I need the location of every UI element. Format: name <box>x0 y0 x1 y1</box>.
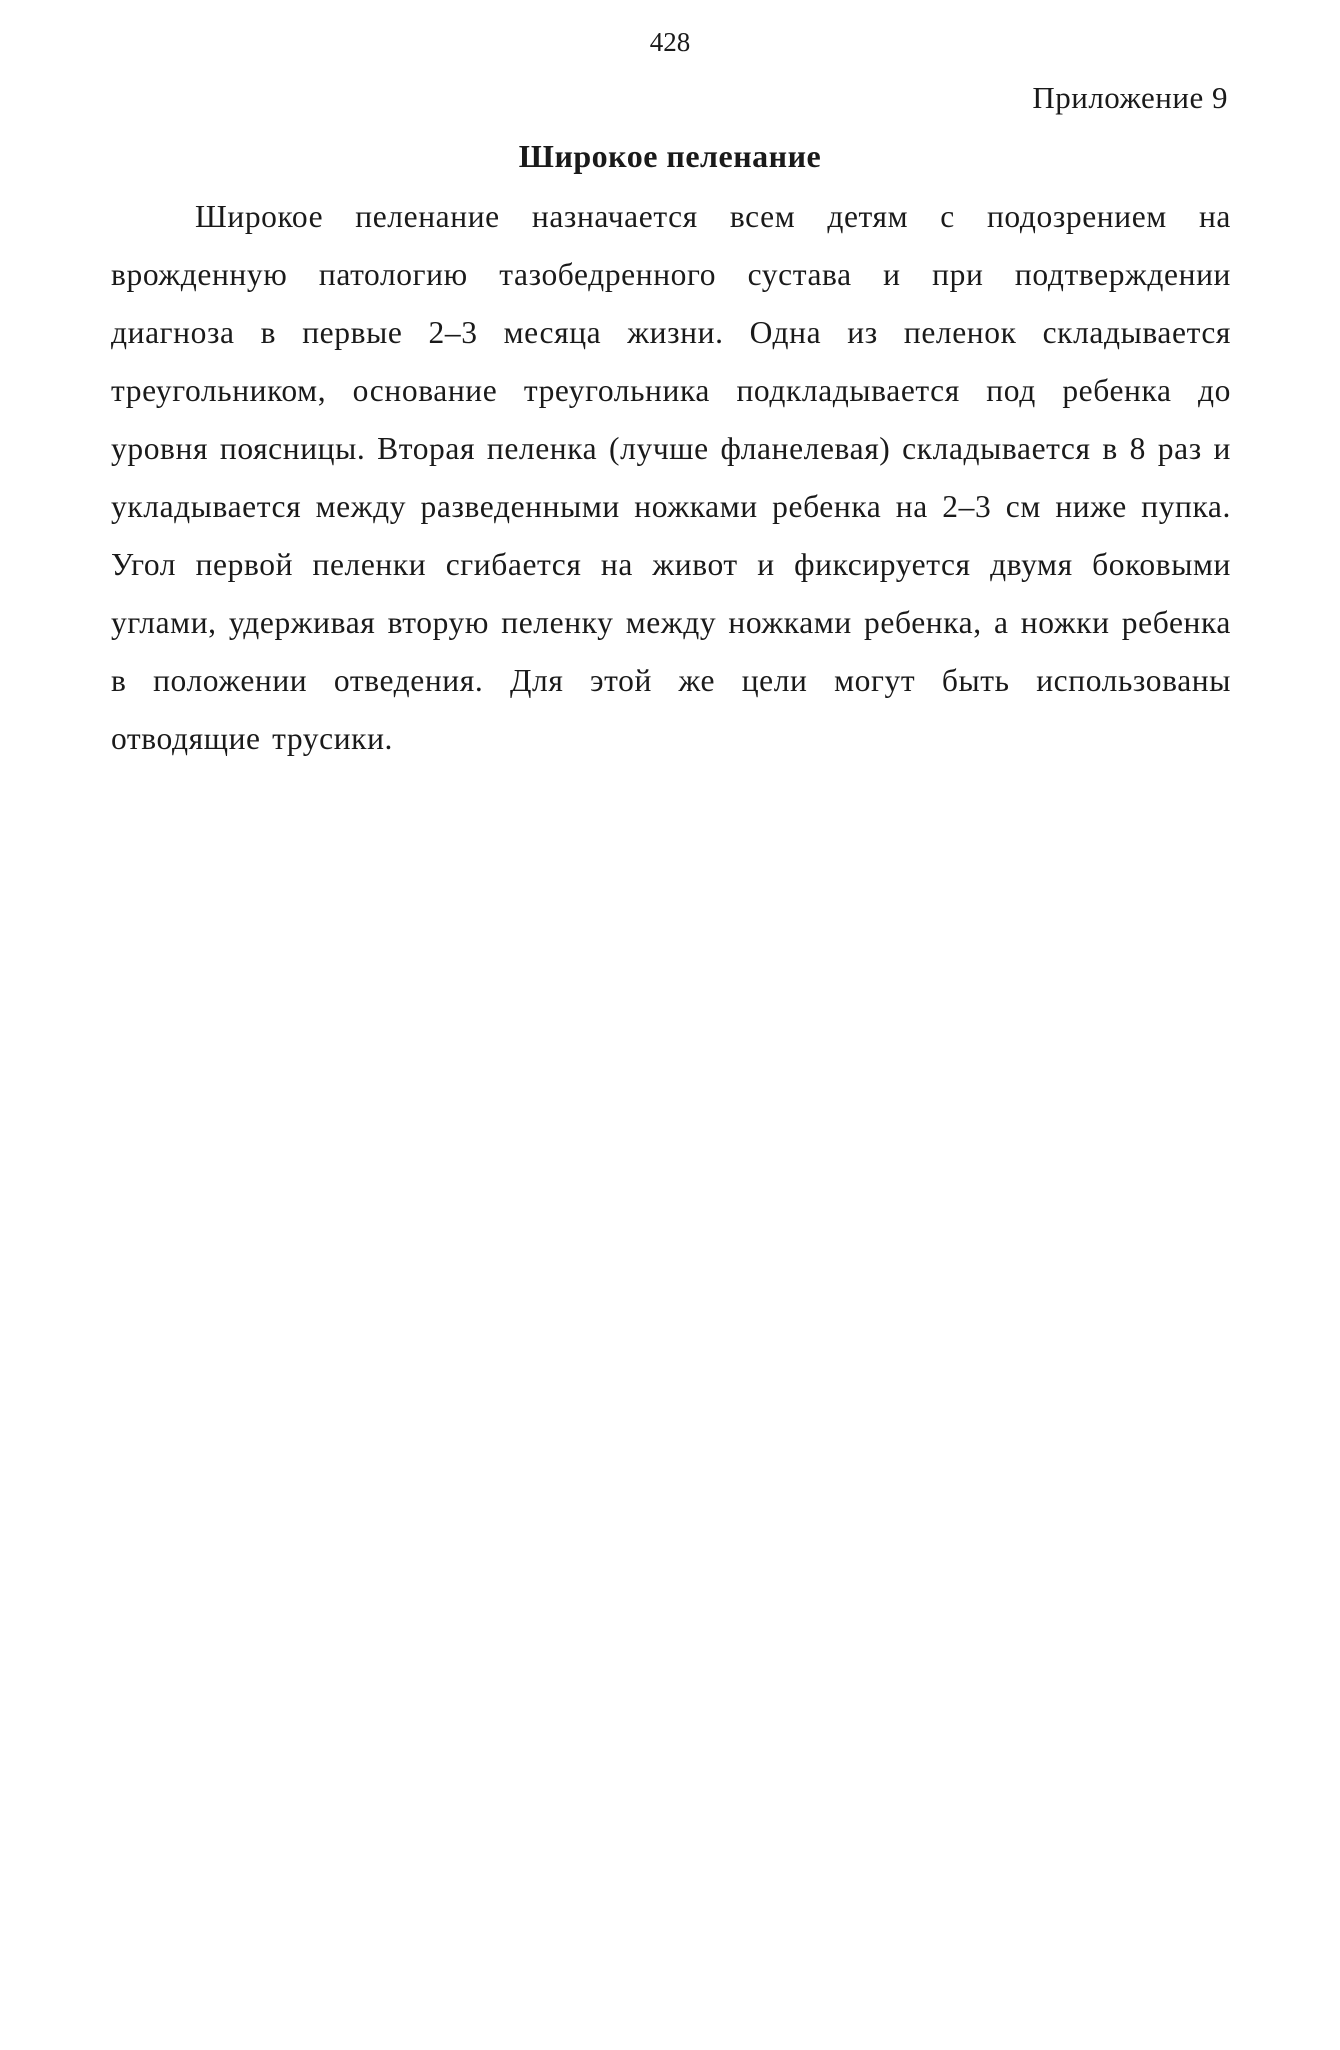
appendix-label: Приложение 9 <box>1032 80 1228 115</box>
page-number: 428 <box>649 27 691 57</box>
body-paragraph: Широкое пеленание назначается всем детям с подозрением на врожденную патологию тазобедренного сустава и при подтверждении диагноза в первые 2–3 месяца жизни. Одна из пеленок складывается треугольником, основание треугольника подкладывается под ребенка до уровня поясницы. Вторая пеленка (лучше фланелевая) складывается в 8 раз и укладывается между разведенными ножками ребенка на 2–3 см ниже пупка. Угол первой пеленки сгибается на живот и фиксируется двумя боковыми углами, удерживая вторую пеленку между ножками ребенка, а ножки ребенка в положении отведения. Для этой же цели могут быть использованы отводящие трусики. <box>111 199 1231 756</box>
section-title: Широкое пеленание <box>518 138 822 174</box>
